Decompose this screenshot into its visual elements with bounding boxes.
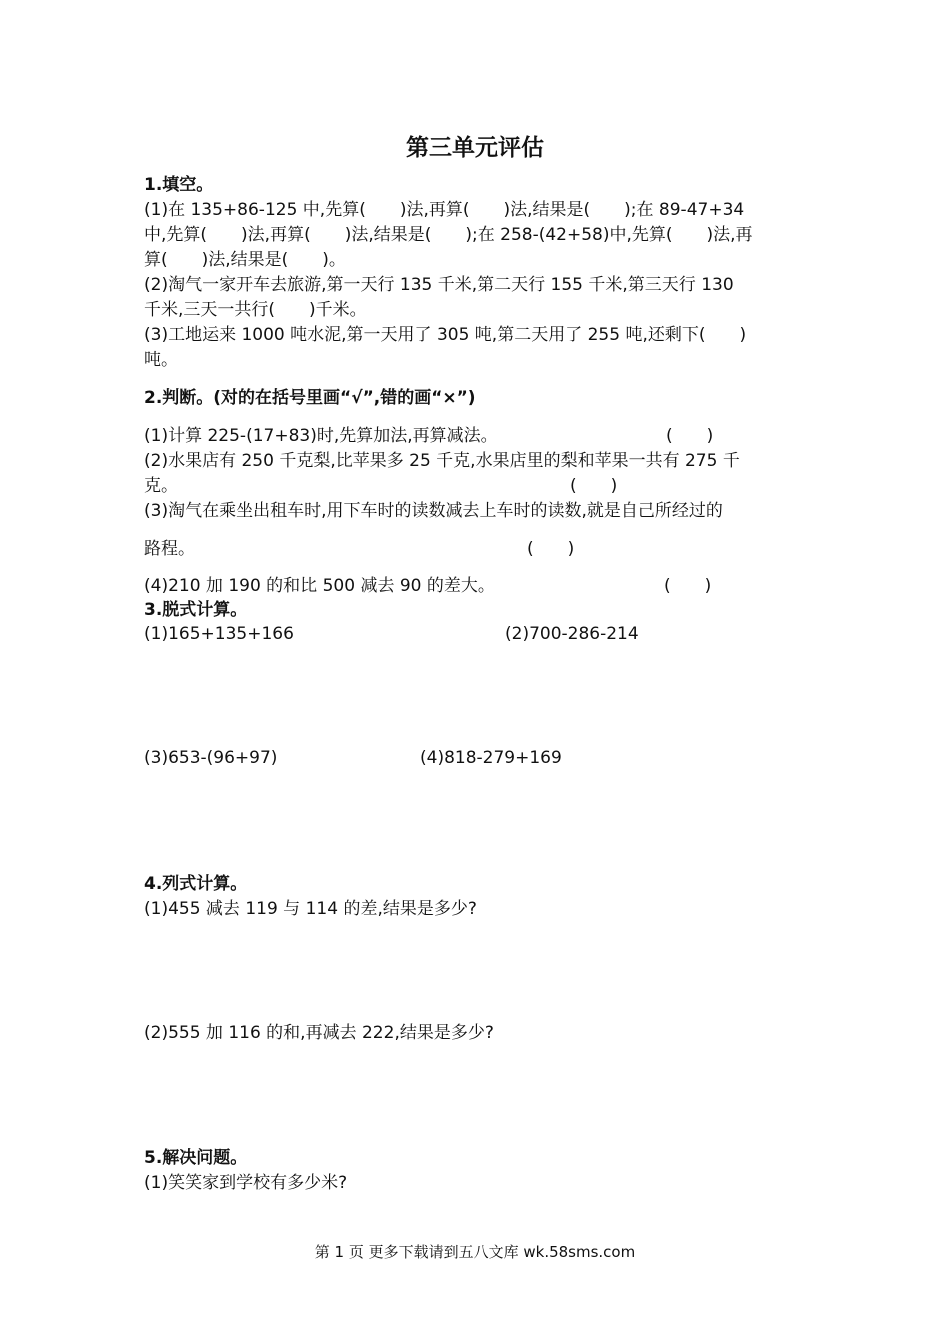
section-heading: 4.列式计算。 [144,874,248,894]
word-problem: (1)455 减去 119 与 114 的差,结果是多少? [144,899,477,919]
question-text: 算( )法,结果是( )。 [144,250,346,270]
answer-parentheses: ( ) [570,476,618,496]
question-text: (3)工地运来 1000 吨水泥,第一天用了 305 吨,第二天用了 255 吨,还剩下( ) [144,325,747,345]
calc-problem: (4)818-279+169 [420,748,562,768]
judge-question: 克。 [144,476,178,496]
answer-parentheses: ( ) [664,576,712,596]
question-text: 千米,三天一共行( )千米。 [144,300,367,320]
calc-problem: (1)165+135+166 [144,624,294,644]
question-text: 中,先算( )法,再算( )法,结果是( );在 258-(42+58)中,先算( )法,再 [144,225,753,245]
question-text: (2)淘气一家开车去旅游,第一天行 135 千米,第二天行 155 千米,第三天行 130 [144,275,734,295]
section-heading: 3.脱式计算。 [144,600,248,620]
section-heading: 5.解决问题。 [144,1148,248,1168]
judge-question: (2)水果店有 250 千克梨,比苹果多 25 千克,水果店里的梨和苹果一共有 275 千 [144,451,740,471]
answer-parentheses: ( ) [527,539,575,559]
section-heading: 1.填空。 [144,175,214,195]
calc-problem: (2)700-286-214 [505,624,639,644]
question-text: 吨。 [144,350,178,370]
section-fill-blank [144,173,804,373]
judge-question: (3)淘气在乘坐出租车时,用下车时的读数减去上车时的读数,就是自己所经过的 [144,501,723,521]
judge-question: 路程。 [144,539,195,559]
section-heading: 2.判断。(对的在括号里画“√”,错的画“×”) [144,388,476,408]
judge-question: (4)210 加 190 的和比 500 减去 90 的差大。 [144,576,495,596]
calc-problem: (3)653-(96+97) [144,748,278,768]
word-problem: (2)555 加 116 的和,再减去 222,结果是多少? [144,1023,494,1043]
judge-question: (1)计算 225-(17+83)时,先算加法,再算减法。 [144,426,498,446]
page-footer: 第 1 页 更多下载请到五八文库 wk.58sms.com [314,1243,636,1261]
page-title: 第三单元评估 [406,134,544,161]
word-problem: (1)笑笑家到学校有多少米? [144,1173,348,1193]
answer-parentheses: ( ) [666,426,714,446]
question-text: (1)在 135+86-125 中,先算( )法,再算( )法,结果是( );在 89-47+34 [144,200,745,220]
